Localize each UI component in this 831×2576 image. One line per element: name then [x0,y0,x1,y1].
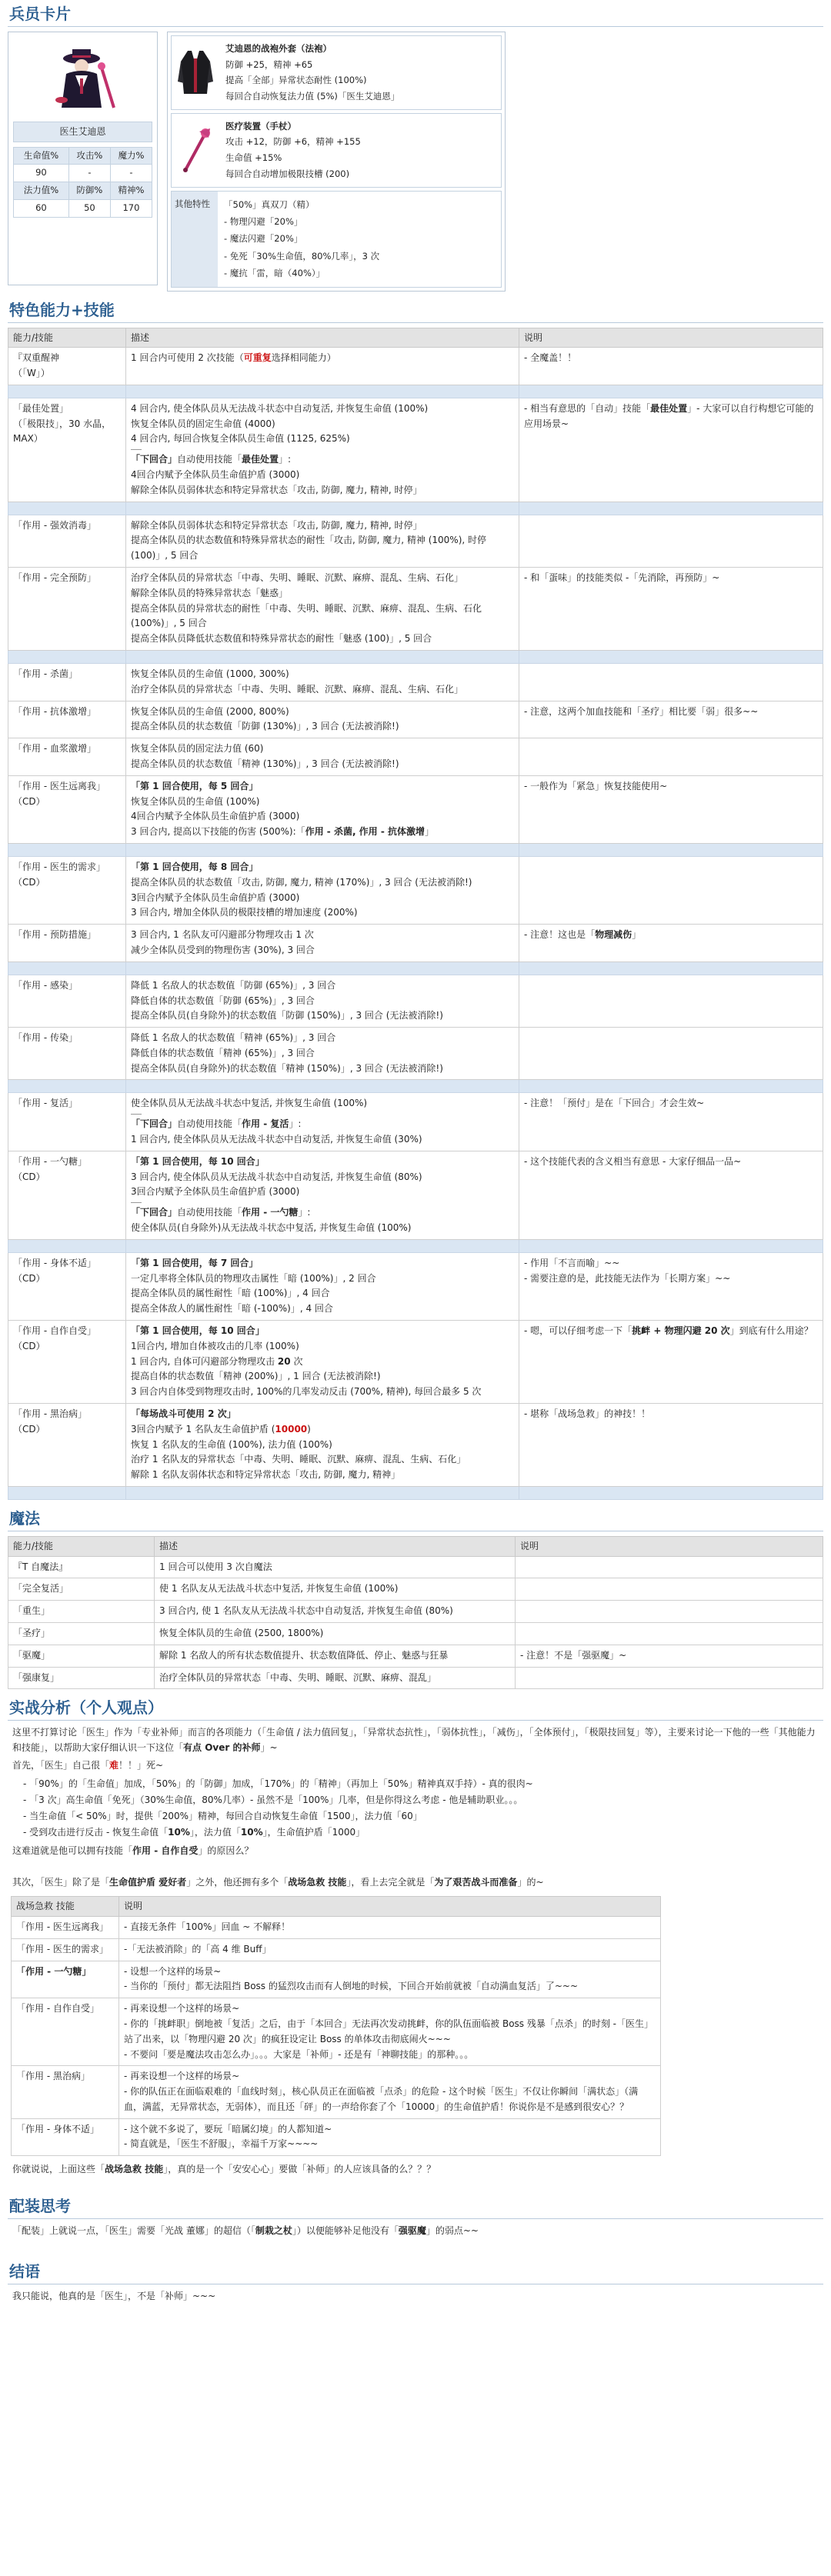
desc-text: 自动使用技能「 [177,1118,242,1130]
table-row [8,567,823,650]
para-text: 首先，「医生」自己很「 [12,1759,110,1771]
ability-name: 「作用 - 血浆激增」 [8,738,126,776]
desc-line: 降低自体的状态数值「精神 (65%)」, 3 回合 [131,1047,315,1058]
list-bold: 10% [240,1826,263,1838]
desc-text: ) [307,1423,311,1435]
desc-line: 解除全体队员弱体状态和特定异常状态「攻击, 防御, 魔力, 精神, 时停」 [131,519,422,531]
desc-line: 治疗 1 名队友的异常状态「中毒、失明、睡眠、沉默、麻痹、混乱、生病、石化」 [131,1454,466,1465]
table-row [8,398,823,502]
stat-value-hp: 90 [14,165,69,182]
desc-bold: 「第 1 回合使用，每 10 回合」 [131,1155,265,1167]
list-item [23,1825,819,1841]
abilities-table [8,328,823,1500]
staff-icon [172,114,219,187]
desc-text: 」 [425,826,435,838]
magic-note [516,1556,823,1578]
desc-line: 提高自体的状态数值「精神 (200%)」, 1 回合 (无法被消除!) [131,1371,381,1382]
desc-bold: 作用 - 复活 [242,1118,289,1130]
skill-name: 「作用 - 一勺糖」 [16,1965,92,1977]
para-bold: 战场急救 技能 [288,1877,347,1888]
note-text: 」- 大家可以自行构想它可能的应用场景~ [524,402,814,429]
desc-bold: 「第 1 回合使用，每 8 回合」 [131,861,259,872]
skill-note: - 简直就是，「医生不舒服」，幸福千万家~~~~ [124,2138,319,2150]
desc-line: 提高全体队员(自身除外)的状态数值「精神 (150%)」, 3 回合 (无法被消除!) [131,1062,443,1074]
ability-type: （「极限技」，30 水晶，MAX） [13,418,112,445]
note-text: - 相当有意思的「自动」技能「 [524,402,651,414]
para-bold: 有点 Over 的补师 [183,1741,261,1753]
ability-name: 「作用 - 自作自受」 [13,1325,96,1337]
section-title-card: 兵员卡片 [8,2,823,27]
desc-line: 恢复全体队员的生命值 (1000, 300%) [131,668,289,679]
list-item: - 「3 次」高生命值「免死」（30%生命值，80%几率）- 虽然不是「100%」几率，但是你得这么考虑 - 他是辅助职业。。。 [23,1792,819,1808]
emergency-skills-table [11,1896,661,2156]
para-text: 「配装」上就说一点，「医生」需要「光战 董娜」的超信（「 [12,2225,255,2237]
desc-line: 1 回合内, 使全体队员从无法战斗状态中自动复活, 并恢复生命值 (30%) [131,1134,422,1145]
analysis-p5 [12,2162,819,2177]
conclusion-text: 我只能说，他真的是「医生」，不是「补师」~~~ [12,2290,216,2301]
desc-text: 」: [298,1207,311,1218]
ability-name: 「作用 - 抗体激增」 [8,701,126,738]
desc-text: 选择相同能力） [271,352,336,364]
desc-line: 提高全体队员的状态数值「攻击, 防御, 魔力, 精神 (170%)」, 3 回合 (无法被消除!) [131,876,472,888]
desc-bold: 「下回合」 [131,1207,178,1218]
list-item: - 当生命值「< 50%」时，提供「200%」精神，每回合自动恢复生命值「1500」，法力值「60」 [23,1808,819,1825]
desc-line: 3回合内赋予全体队员生命值护盾 (3000) [131,891,300,903]
note-text: 」到底有什么用途？ [729,1325,813,1337]
para-text: 」的原因么？ [198,1845,254,1856]
stat-label-mp: 法力值% [14,182,69,200]
table-row [8,856,823,924]
desc-bold: 「第 1 回合使用，每 5 回合」 [131,780,259,791]
magic-note [516,1623,823,1645]
table-row [8,738,823,776]
desc-line: 提高全体队员的异常状态的耐性「中毒、失明、睡眠、沉默、麻痹、混乱、生病、石化 (100%)」, 5 回合 [131,602,482,629]
trait-item: - 魔法闪避「20%」 [224,233,303,245]
para-text: 其次，「医生」除了是「 [12,1877,110,1888]
desc-line: 恢复全体队员的生命值 (2000, 800%) [131,705,289,717]
desc-line: 3回合内赋予全体队员生命值护盾 (3000) [131,1186,300,1198]
desc-text: 1 回合内, 自体可闪避部分物理攻击 [131,1355,275,1367]
stat-label-def: 防御% [68,182,110,200]
list-item: - 「90%」的「生命值」加成，「50%」的「防御」加成，「170%」的「精神」（再加上「50%」精神真双手持）- 真的很肉~ [23,1776,819,1792]
para-text: 这难道就是他可以拥有技能「 [12,1845,133,1856]
desc-line: 3 回合内, 使全体队员从无法战斗状态中自动复活, 并恢复生命值 (80%) [131,1171,422,1182]
note-bold: 最佳处置 [650,402,688,414]
skill-note: - 你的「挑衅职」倒地被「复活」之后，由于「本回合」无法再次发动挑衅，你的队伍面临被 Boss 残暴「点杀」的时刻 -「医生」站了出来，以「物理闪避 20 次」的疯狂设定让 Boss 的单体攻击彻底闹火~~~ [124,2018,654,2044]
desc-line: 提高全体队员的状态数值「精神 (130%)」, 3 回合 (无法被消除!) [131,758,399,769]
note-text: - 和「蛋味」的技能类似 -「先消除，再预防」~ [519,567,823,650]
skill-name: 「作用 - 自作自受」 [12,1998,119,2066]
table-row [12,1961,661,1998]
magic-desc: 使 1 名队友从无法战斗状态中复活, 并恢复生命值 (100%) [155,1578,516,1601]
desc-line: 提高全体队员的状态数值「防御 (130%)」, 3 回合 (无法被消除!) [131,721,399,732]
para-bold: 作用 - 自作自受 [132,1845,199,1856]
desc-line: 4 回合内, 每回合恢复全体队员生命值 (1125, 625%) [131,433,350,445]
col-header-note: 说明 [519,328,823,348]
robe-icon [172,36,219,109]
desc-text: 3 回合内, 提高以下技能的伤害 (500%):「 [131,826,305,838]
other-traits-label: 其他特性 [172,192,218,287]
desc-bold: 「每场战斗可使用 2 次」 [131,1408,236,1420]
para-bold: 战场急救 技能 [105,2164,164,2175]
table-row [8,975,823,1027]
desc-text: 自动使用技能「 [177,454,242,465]
ability-name: 「作用 - 预防措施」 [8,925,126,962]
magic-note [516,1667,823,1689]
magic-note: - 注意！不是「强驱魔」~ [516,1645,823,1667]
table-row [8,663,823,701]
desc-text: 1 回合内可使用 2 次技能（ [131,352,244,364]
ability-name: 「作用 - 黑治病」 [13,1408,87,1420]
table-row [8,515,823,567]
magic-desc: 治疗全体队员的异常状态「中毒、失明、睡眠、沉默、麻痹、混乱」 [155,1667,516,1689]
analysis-p3 [12,1844,819,1858]
para-text: 」，看上去完全就是「 [346,1877,435,1888]
skill-note: - 你的队伍正在面临艰难的「血线时刻」，核心队员正在面临被「点杀」的危险 - 这个时候「医生」不仅让你瞬间「满状态」（满血，满蓝，无异常状态，无弱体），而且还「砰」的一声给你套了个「10000」的生命值护盾！你说你是不是感到很安心？？ [124,2086,639,2112]
ability-name: 『双重醒神 [13,352,60,364]
para-highlight: 难 [109,1759,119,1771]
note-text: - 注意！「预付」是在「下回合」才会生效~ [519,1093,823,1151]
table-row [8,1252,823,1320]
table-row [12,2118,661,2156]
note-text: - 需要注意的是，此技能无法作为「长期方案」~~ [524,1272,731,1284]
ability-type: （CD） [13,795,45,807]
note-text: - 一般作为「紧急」恢复技能使用~ [519,775,823,843]
skill-note: - 设想一个这样的场景~ [124,1965,222,1977]
desc-line: 减少全体队员受到的物理伤害 (30%), 3 回合 [131,944,315,955]
note-text: - 堪称「战场急救」的神技！！ [519,1404,823,1487]
para-bold: 强驱魔 [398,2225,426,2237]
analysis-bullets [23,1776,819,1841]
note-text: - 注意！这也是「 [524,929,596,941]
desc-line: 提高全体队员(自身除外)的状态数值「防御 (150%)」, 3 回合 (无法被消除!) [131,1010,443,1021]
equip-robe-title: 艾迪恩的战袍外套（法袍） [225,43,332,54]
ability-name: 「作用 - 完全预防」 [8,567,126,650]
desc-line: 提高全体队员的属性耐性「暗 (100%)」, 4 回合 [131,1288,330,1299]
desc-bold: 「下回合」 [131,454,178,465]
ability-name: 「作用 - 医生远离我」 [13,780,105,791]
magic-name: 「强康复」 [8,1667,155,1689]
equip-staff-line: 攻击 +12，防御 +6，精神 +155 [225,136,361,148]
table-row [8,1601,823,1623]
analysis-p4 [12,1875,819,1890]
table-row [8,1645,823,1667]
para-text: 」，真的是一个「安安心心」要做「补师」的人应该具备的么？？？ [163,2164,436,2175]
equipment-robe [171,35,502,110]
trait-item: - 魔抗「雷，暗（40%）」 [224,268,325,279]
stat-value-def: 50 [68,200,110,218]
ability-name: 「作用 - 强效消毒」 [8,515,126,567]
skill-name: 「作用 - 身体不适」 [12,2118,119,2156]
equip-staff-title: 医疗装置（手杖） [225,120,296,132]
desc-bold: 作用 - 一勺糖 [242,1207,299,1218]
ability-name: 「作用 - 医生的需求」 [13,861,105,872]
desc-line: 解除全体队员的特殊异常状态「魅惑」 [131,587,289,598]
skill-note: - 再来设想一个这样的场景~ [124,2003,240,2014]
stat-value-atk: - [68,165,110,182]
skill-name: 「作用 - 医生远离我」 [12,1916,119,1938]
desc-line: 恢复全体队员的固定法力值 (60) [131,743,264,755]
desc-bold: 「第 1 回合使用，每 10 回合」 [131,1325,265,1337]
note-text: - 这个技能代表的含义相当有意思 - 大家仔细品一品~ [519,1151,823,1239]
desc-text: 自动使用技能「 [177,1207,242,1218]
table-row [8,1623,823,1645]
magic-table [8,1536,823,1689]
para-bold: 为了艰苦战斗而准备 [434,1877,518,1888]
col-header-note: 说明 [516,1537,823,1557]
para-text: 这里不打算讨论「医生」作为「专业补师」而言的各项能力（「生命值 / 法力值回复」，「异常状态抗性」，「弱体抗性」，「减伤」，「全体预付」，「极限技回复」等），主要来讨论一下他的一些「其他能力和技能」，以帮助大家仔细认识一下这位「 [12,1727,816,1753]
note-text: - 全魔盖！！ [524,352,577,364]
unit-card [8,32,823,292]
skill-name: 「作用 - 黑治病」 [12,2066,119,2118]
note-bold: 物理减伤 [595,929,632,941]
list-text: 受到攻击进行反击 - 恢复生命值「 [29,1826,169,1838]
para-text: 」之外，他还拥有多个「 [186,1877,289,1888]
other-traits [171,191,502,288]
desc-line: 提高全体队员的状态数值和特殊异常状态的耐性「攻击, 防御, 魔力, 精神 (100%), 时停 (100)」, 5 回合 [131,535,487,562]
equipment-staff [171,113,502,188]
para-text: 」的弱点~~ [426,2225,479,2237]
skill-note: - 不要问「要是魔法攻击怎么办」。。。大家是「补师」- 还是有「神聊技能」的那种。。。 [124,2048,474,2060]
desc-line: 使全体队员(自身除外)从无法战斗状态中复活, 并恢复生命值 (100%) [131,1222,412,1234]
table-row [8,775,823,843]
desc-bold: 「第 1 回合使用，每 7 回合」 [131,1257,259,1268]
section-title-analysis: 实战分析（个人观点） [8,1695,823,1721]
note-text: - 嗯，可以仔细考虑一下「 [524,1325,632,1337]
desc-line: 降低 1 名敌人的状态数值「精神 (65%)」, 3 回合 [131,1032,336,1044]
para-text: 」）以便能够补足他没有「 [292,2225,399,2237]
unit-name: 医生艾迪恩 [13,122,152,142]
ability-name: 「作用 - 传染」 [8,1028,126,1080]
magic-desc: 3 回合内, 使 1 名队友从无法战斗状态中自动复活, 并恢复生命值 (80%) [155,1601,516,1623]
desc-text: 3回合内赋予 1 名队友生命值护盾 ( [131,1423,275,1435]
table-row [8,1028,823,1080]
equip-robe-line: 提高「全部」异常状态耐性 (100%) [225,75,367,86]
stat-label-mag: 魔力% [110,147,152,165]
stat-value-spr: 170 [110,200,152,218]
stat-label-hp: 生命值% [14,147,69,165]
desc-text: 」: [279,454,292,465]
skill-name: 「作用 - 医生的需求」 [12,1938,119,1961]
magic-desc: 1 回合可以使用 3 次自魔法 [155,1556,516,1578]
trait-item: 「50%」真双刀（精） [224,198,315,210]
desc-line: 4 回合内, 使全体队员从无法战斗状态中自动复活, 并恢复生命值 (100%) [131,402,429,414]
magic-note [516,1601,823,1623]
desc-text: 」: [289,1118,302,1130]
table-row [8,1578,823,1601]
stat-value-mag: - [110,165,152,182]
magic-name: 『T 自魔法』 [8,1556,155,1578]
config-text [12,2224,819,2238]
desc-line: 降低自体的状态数值「防御 (65%)」, 3 回合 [131,995,315,1006]
portrait-image [45,45,122,114]
desc-bold: 「下回合」 [131,1118,178,1130]
table-row [8,1151,823,1239]
magic-name: 「完全复活」 [8,1578,155,1601]
col-header-note: 说明 [119,1897,661,1917]
table-row [8,1404,823,1487]
card-profile [8,32,158,285]
magic-name: 「驱魔」 [8,1645,155,1667]
list-bold: 10% [168,1826,190,1838]
desc-line: 治疗全体队员的异常状态「中毒、失明、睡眠、沉默、麻痹、混乱、生病、石化」 [131,572,464,583]
desc-line: 一定几率将全体队员的物理攻击属性「暗 (100%)」, 2 回合 [131,1272,376,1284]
section-title-conclusion: 结语 [8,2259,823,2284]
magic-name: 「重生」 [8,1601,155,1623]
desc-line: 3 回合内, 1 名队友可闪避部分物理攻击 1 次 [131,929,314,941]
ability-name: 「作用 - 感染」 [8,975,126,1027]
skill-note: -「无法被消除」的「高 4 维 Buff」 [124,1943,272,1954]
skill-note: - 当你的「预付」都无法阻挡 Boss 的猛烈攻击而有人倒地的时候，下回合开始前就被「自动满血复活」了~~~ [124,1981,579,1992]
equip-staff-line: 生命值 +15% [225,152,282,164]
table-row [12,1938,661,1961]
magic-name: 「圣疗」 [8,1623,155,1645]
desc-line: 降低 1 名敌人的状态数值「防御 (65%)」, 3 回合 [131,979,336,991]
stat-label-spr: 精神% [110,182,152,200]
col-header-desc: 描述 [155,1537,516,1557]
table-row [12,1998,661,2066]
table-row [8,701,823,738]
col-header-ability: 能力/技能 [8,1537,155,1557]
skill-note: - 再来设想一个这样的场景~ [124,2071,240,2082]
ability-type: （CD） [13,1423,45,1435]
table-row [8,925,823,962]
ability-name: 「作用 - 复活」 [8,1093,126,1151]
desc-bold: 作用 - 杀菌, 作用 - 抗体激增 [305,826,426,838]
equip-robe-line: 防御 +25，精神 +65 [225,58,313,70]
desc-line: 恢复 1 名队友的生命值 (100%), 法力值 (100%) [131,1438,332,1450]
para-text: ！！」死~ [118,1759,164,1771]
desc-line: 恢复全体队员的固定生命值 (4000) [131,418,275,429]
ability-type: （「W」） [13,368,50,378]
stats-table [13,147,152,218]
section-title-abilities: 特色能力+技能 [8,298,823,323]
desc-bold: 最佳处置 [242,454,279,465]
ability-type: （CD） [13,1340,45,1351]
para-text: 」~ [260,1741,278,1753]
ability-name: 「作用 - 身体不适」 [13,1257,96,1268]
section-title-magic: 魔法 [8,1506,823,1531]
table-row [12,1916,661,1938]
table-row [8,1556,823,1578]
divider [131,1114,142,1115]
table-row [8,1093,823,1151]
desc-line: 3 回合内, 增加全体队员的极限技槽的增加速度 (200%) [131,907,358,918]
equip-robe-line: 每回合自动恢复法力值 (5%)「医生艾迪恩」 [225,91,400,102]
table-row [8,1667,823,1689]
desc-line: 4回合内赋予全体队员生命值护盾 (3000) [131,468,300,480]
desc-line: 恢复全体队员的生命值 (100%) [131,795,260,807]
col-header-ability: 能力/技能 [8,328,126,348]
magic-desc: 解除 1 名敌人的所有状态数值提升、状态数值降低、停止、魅惑与狂暴 [155,1645,516,1667]
desc-highlight: 10000 [275,1423,308,1435]
desc-line: 3 回合内自体受到物理攻击时, 100%的几率发动反击 (700%, 精神), 每回合最多 5 次 [131,1386,482,1398]
col-header-skill: 战场急救 技能 [12,1897,119,1917]
equip-staff-line: 每回合自动增加极限技槽 (200) [225,168,350,179]
magic-desc: 恢复全体队员的生命值 (2500, 1800%) [155,1623,516,1645]
trait-item: - 物理闪避「20%」 [224,215,303,227]
col-header-desc: 描述 [126,328,519,348]
table-row [8,348,823,385]
para-bold: 生命值护盾 爱好者 [109,1877,187,1888]
magic-note [516,1578,823,1601]
desc-line: 提高全体敌人的属性耐性「暗 (-100%)」, 4 回合 [131,1303,333,1315]
ability-type: （CD） [13,1272,45,1284]
divider [131,1202,142,1203]
note-text: - 作用「不言而喻」~~ [524,1257,620,1268]
desc-line: 提高全体队员降低状态数值和特殊异常状态的耐性「魅惑 (100)」, 5 回合 [131,633,432,645]
para-text: 你就说说，上面这些「 [12,2164,105,2175]
table-row [12,2066,661,2118]
table-row [8,1321,823,1404]
ability-type: （CD） [13,1171,45,1182]
para-bold: 制栽之杖 [255,2225,292,2237]
desc-line: 解除全体队员弱体状态和特定异常状态「攻击, 防御, 魔力, 精神, 时停」 [131,484,422,495]
list-text: 」，法力值「 [189,1826,241,1838]
analysis-intro [12,1725,819,1755]
note-text: 」 [632,929,642,941]
stat-value-mp: 60 [14,200,69,218]
card-equipment [167,32,506,292]
divider [131,449,142,450]
list-text: 」，生命值护盾「1000」 [262,1826,365,1838]
analysis-p2 [12,1758,819,1773]
para-text: 」的~ [517,1877,544,1888]
desc-line: 治疗全体队员的异常状态「中毒、失明、睡眠、沉默、麻痹、混乱、生病、石化」 [131,683,464,695]
desc-highlight: 可重复 [243,352,272,364]
ability-name: 「作用 - 杀菌」 [8,663,126,701]
desc-line: 使全体队员从无法战斗状态中复活, 并恢复生命值 (100%) [131,1098,368,1109]
ability-name: 「作用 - 一勺糖」 [13,1155,87,1167]
trait-item: - 免死「30%生命值，80%几率」，3 次 [224,250,380,262]
ability-name: 「最佳处置」 [13,402,69,414]
ability-type: （CD） [13,876,45,888]
stat-label-atk: 攻击% [68,147,110,165]
note-text: - 注意，这两个加血技能和「圣疗」相比要「弱」很多~~ [519,701,823,738]
desc-line: 4回合内赋予全体队员生命值护盾 (3000) [131,811,300,822]
skill-note: - 直接无条件「100%」回血 ~ 不解释！ [124,1921,291,1932]
desc-line: 1回合内, 增加自体被攻击的几率 (100%) [131,1340,299,1351]
desc-text: 次 [293,1355,303,1367]
section-title-config: 配装思考 [8,2194,823,2219]
skill-note: - 这个就不多说了，要玩「暗属幻境」的人都知道~ [124,2123,332,2134]
note-bold: 挑衅 + 物理闪避 20 次 [632,1325,730,1337]
desc-bold: 20 [277,1355,291,1367]
desc-line: 解除 1 名队友弱体状态和特定异常状态「攻击, 防御, 魔力, 精神」 [131,1469,401,1481]
